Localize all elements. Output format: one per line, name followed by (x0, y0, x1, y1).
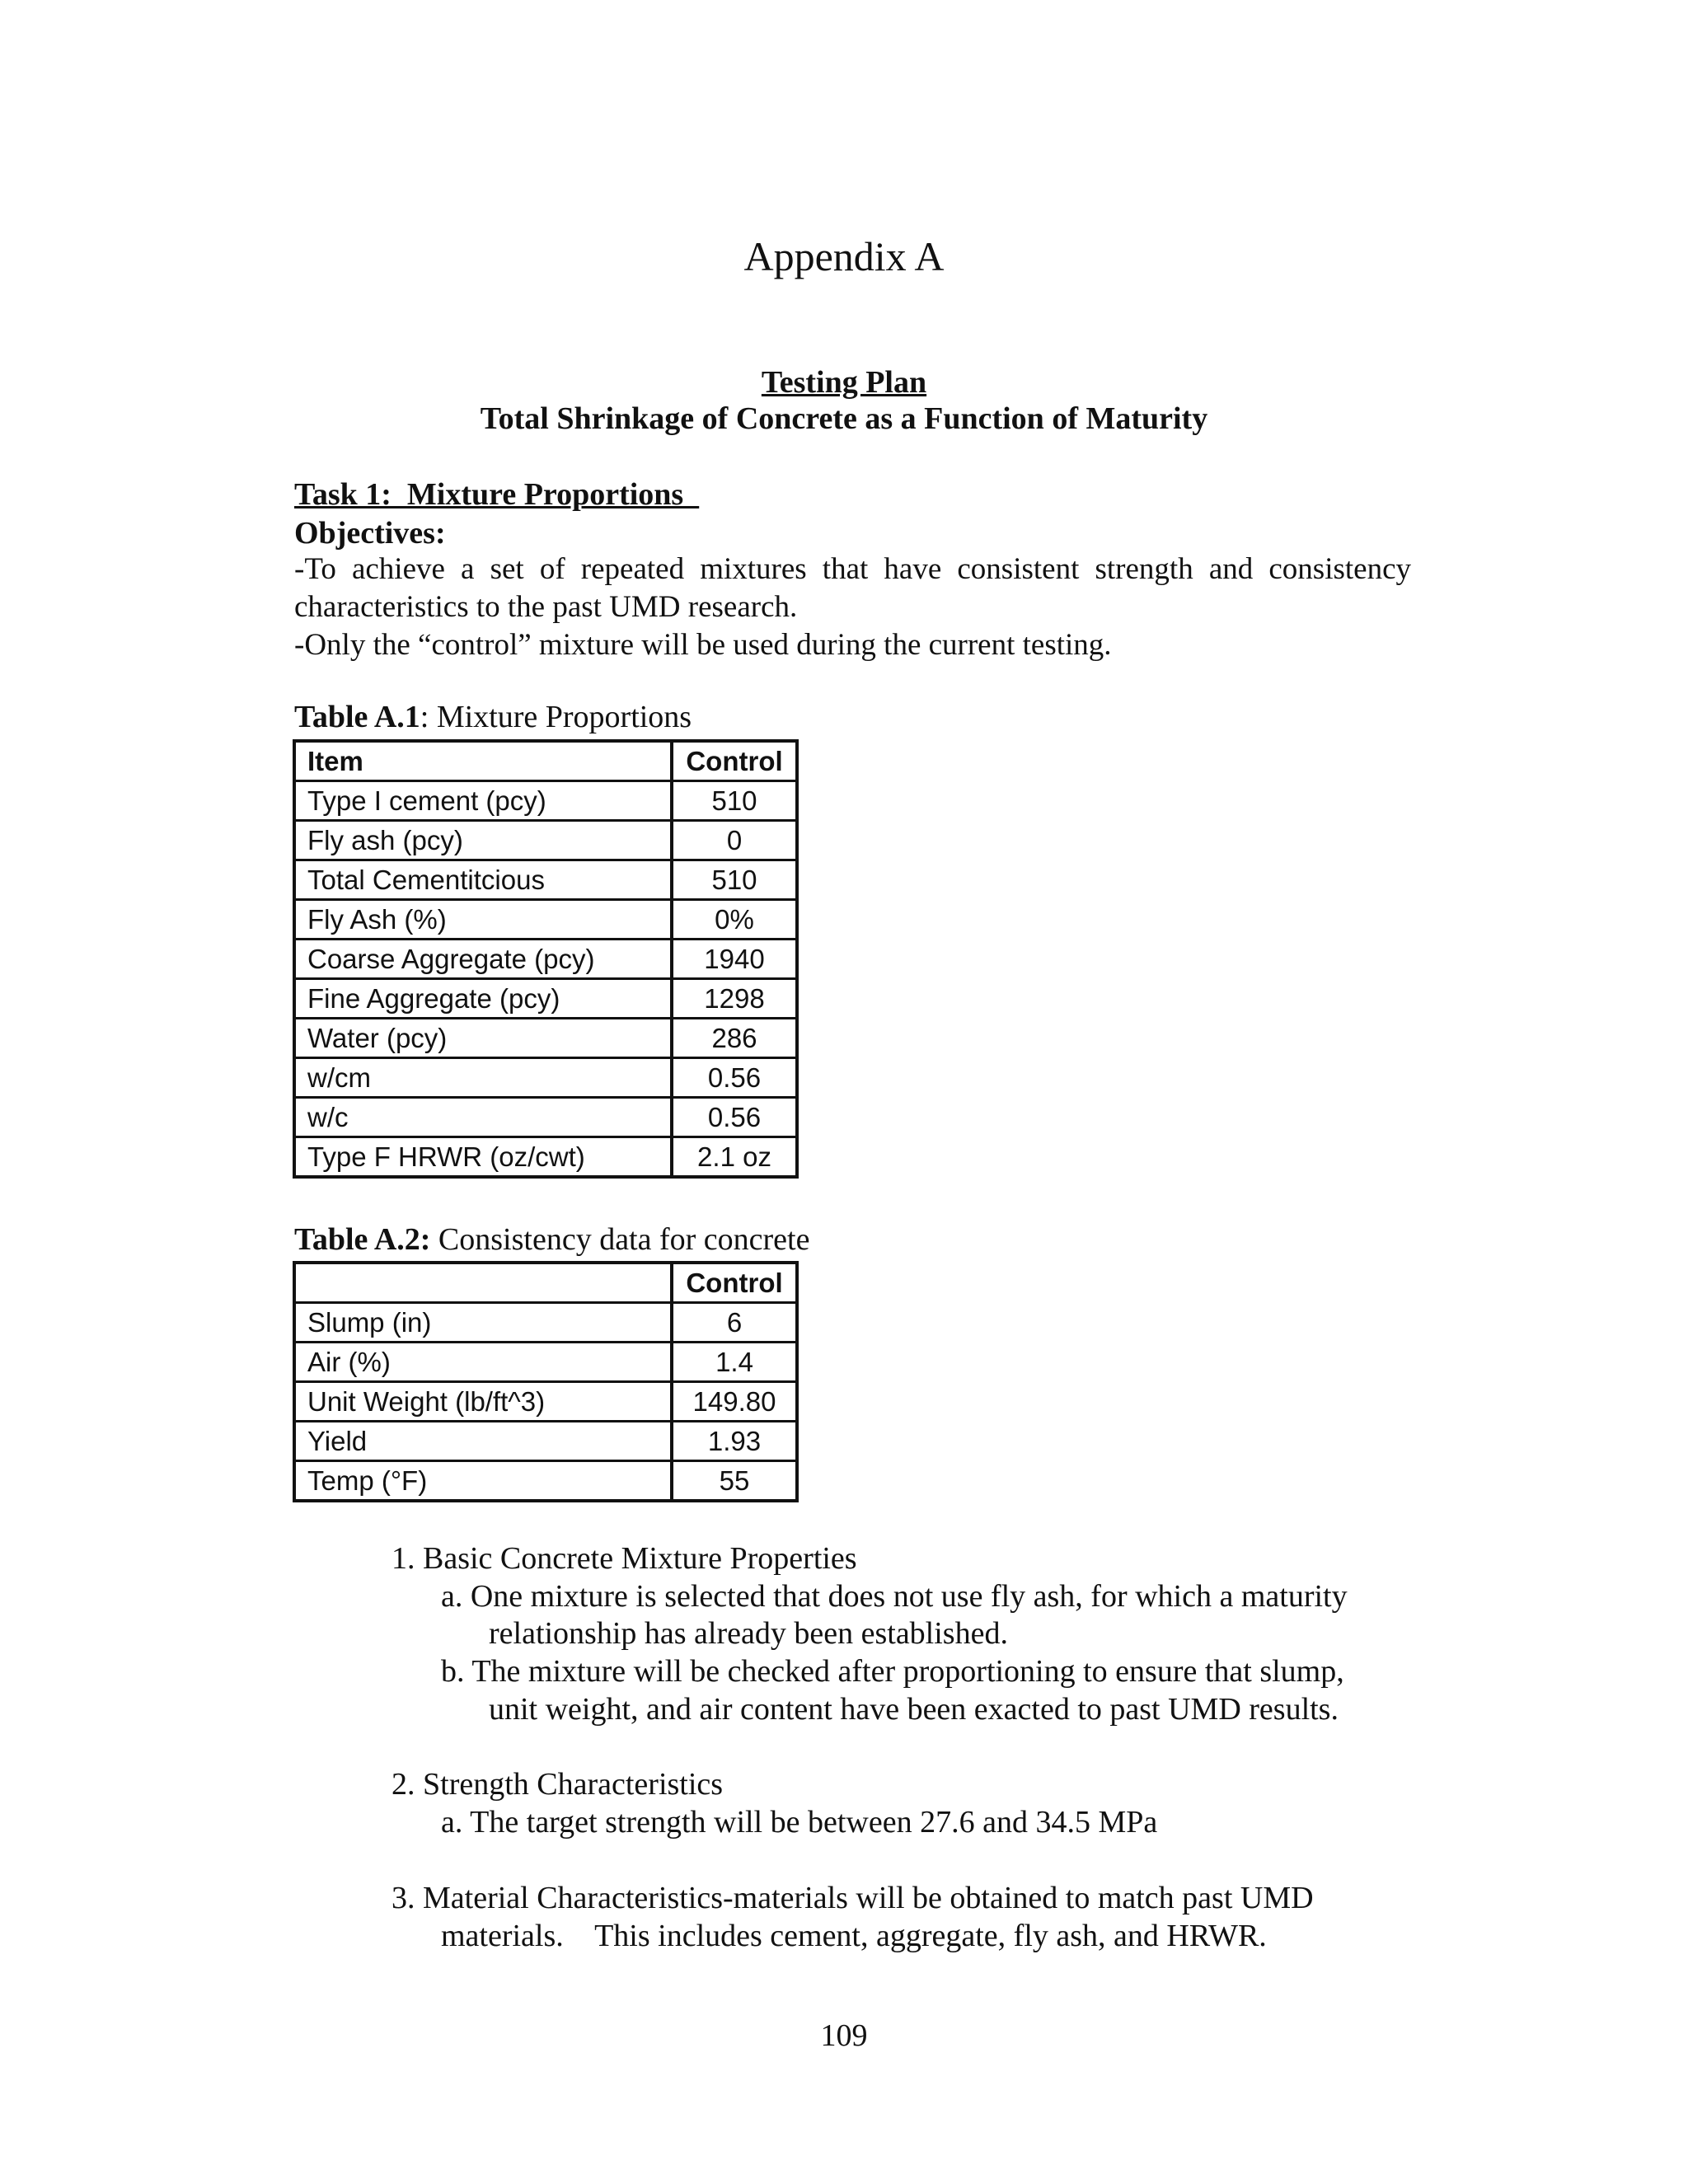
row-label: w/cm (294, 1058, 672, 1098)
table-row (294, 940, 797, 979)
row-value: 0.56 (672, 1058, 797, 1098)
objective-1-line-1: -To achieve a set of repeated mixtures that have consistent strength and consistency (294, 552, 1411, 586)
table-a2-caption-text: Consistency data for concrete (430, 1222, 810, 1257)
row-label: Air (%) (294, 1343, 672, 1382)
table-header-row (294, 1263, 797, 1303)
header-blank (294, 1263, 672, 1303)
table-header-row (294, 741, 797, 781)
list-item-2: 2. Strength Characteristics (392, 1767, 724, 1802)
row-value: 6 (672, 1303, 797, 1343)
row-label: Yield (294, 1422, 672, 1461)
plan-title: Testing Plan (761, 365, 927, 400)
list-item-1: 1. Basic Concrete Mixture Properties (392, 1541, 857, 1576)
consistency-data-table (293, 1261, 799, 1502)
row-value: 55 (672, 1461, 797, 1502)
row-label: w/c (294, 1098, 672, 1137)
list-item-1b-line-2: unit weight, and air content have been exacted to past UMD results. (489, 1692, 1339, 1727)
table-row (294, 781, 797, 821)
objectives-heading: Objectives: (294, 516, 446, 551)
objective-2: -Only the “control” mixture will be used during the current testing. (294, 628, 1112, 662)
table-row (294, 821, 797, 860)
table-row (294, 1058, 797, 1098)
row-label: Fly ash (pcy) (294, 821, 672, 860)
row-value: 2.1 oz (672, 1137, 797, 1178)
list-item-1a-line-2: relationship has already been established. (489, 1616, 1008, 1651)
list-item-3-line-1: 3. Material Characteristics-materials will be obtained to match past UMD (392, 1881, 1314, 1915)
table-a1-caption (294, 699, 692, 735)
row-value: 1940 (672, 940, 797, 979)
table-row (294, 1098, 797, 1137)
list-item-3-line-2: materials. This includes cement, aggregate, fly ash, and HRWR. (441, 1919, 1267, 1953)
row-value: 0% (672, 900, 797, 940)
table-row (294, 1343, 797, 1382)
header-control: Control (672, 741, 797, 781)
row-value: 0.56 (672, 1098, 797, 1137)
table-row (294, 1137, 797, 1178)
table-row (294, 979, 797, 1019)
row-value: 0 (672, 821, 797, 860)
row-label: Water (pcy) (294, 1019, 672, 1058)
appendix-title: Appendix A (743, 233, 945, 279)
row-label: Temp (°F) (294, 1461, 672, 1502)
header-item: Item (294, 741, 672, 781)
row-label: Total Cementitcious (294, 860, 672, 900)
row-value: 1.4 (672, 1343, 797, 1382)
table-row (294, 1382, 797, 1422)
row-label: Type F HRWR (oz/cwt) (294, 1137, 672, 1178)
list-item-2a: a. The target strength will be between 27.6 and 34.5 MPa (441, 1805, 1158, 1840)
task-heading: Task 1: Mixture Proportions (294, 477, 700, 512)
table-a1-caption-label: Table A.1 (294, 700, 420, 734)
row-value: 286 (672, 1019, 797, 1058)
table-a1-caption-text: : Mixture Proportions (420, 700, 692, 734)
row-value: 149.80 (672, 1382, 797, 1422)
plan-subtitle: Total Shrinkage of Concrete as a Function of Maturity (480, 401, 1208, 436)
header-control: Control (672, 1263, 797, 1303)
mixture-proportions-table (293, 739, 799, 1179)
row-label: Unit Weight (lb/ft^3) (294, 1382, 672, 1422)
objective-1-line-2: characteristics to the past UMD research. (294, 590, 798, 624)
table-row (294, 900, 797, 940)
row-label: Coarse Aggregate (pcy) (294, 940, 672, 979)
row-value: 510 (672, 781, 797, 821)
row-label: Type I cement (pcy) (294, 781, 672, 821)
row-label: Slump (in) (294, 1303, 672, 1343)
table-a2-caption (294, 1221, 809, 1258)
table-row (294, 1461, 797, 1502)
table-row (294, 860, 797, 900)
row-label: Fine Aggregate (pcy) (294, 979, 672, 1019)
table-row (294, 1422, 797, 1461)
list-item-1a-line-1: a. One mixture is selected that does not use fly ash, for which a maturity (441, 1579, 1348, 1614)
table-row (294, 1303, 797, 1343)
table-row (294, 1019, 797, 1058)
list-item-1b-line-1: b. The mixture will be checked after proportioning to ensure that slump, (441, 1654, 1344, 1689)
table-a2-caption-label: Table A.2: (294, 1222, 431, 1257)
page-number: 109 (820, 2018, 868, 2053)
row-value: 1.93 (672, 1422, 797, 1461)
row-value: 510 (672, 860, 797, 900)
row-label: Fly Ash (%) (294, 900, 672, 940)
row-value: 1298 (672, 979, 797, 1019)
